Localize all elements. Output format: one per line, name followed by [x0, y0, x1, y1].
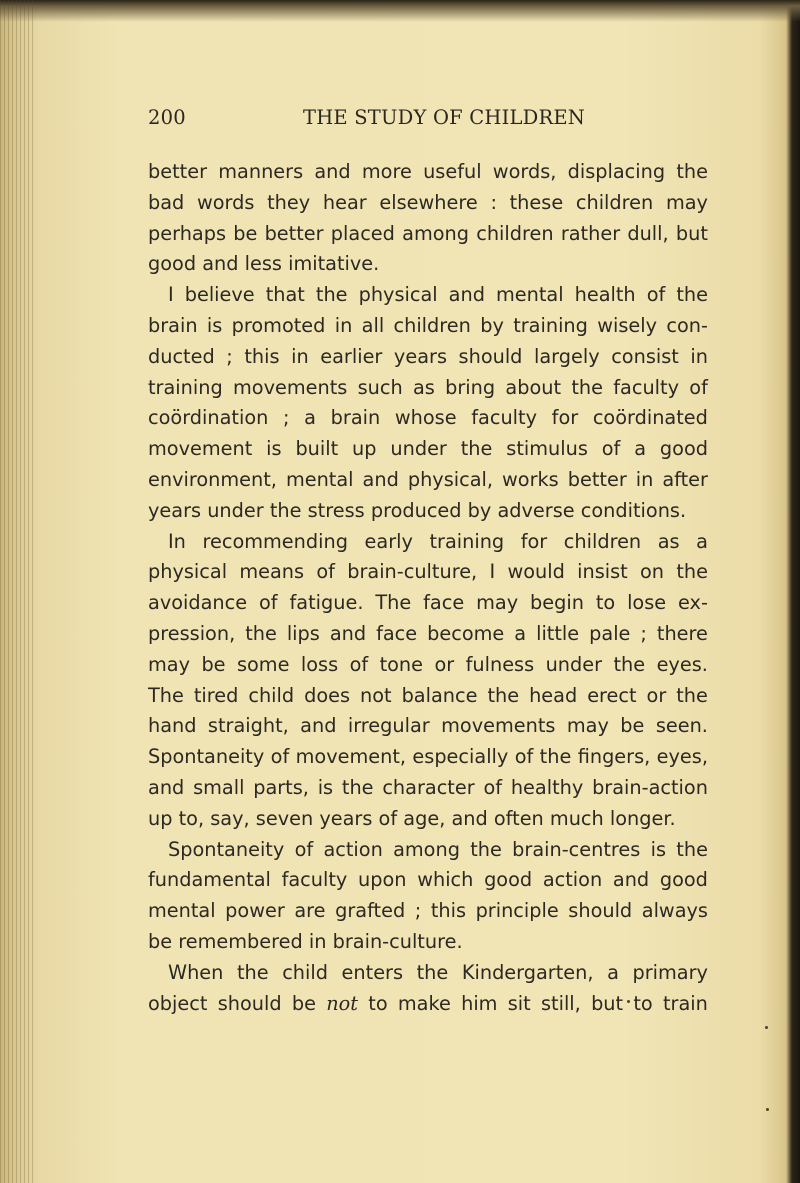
word: face — [376, 621, 418, 645]
word: wisely — [597, 313, 658, 337]
word: fatigue. — [289, 591, 364, 615]
word: of — [259, 591, 278, 615]
word: years — [319, 806, 373, 830]
word: faculty — [613, 375, 680, 399]
word: brain-action — [592, 775, 708, 799]
word: the — [676, 683, 708, 707]
word: the — [341, 775, 374, 799]
word: may — [566, 714, 609, 738]
word: as — [657, 529, 680, 553]
text-line — [148, 219, 708, 250]
text-line — [148, 557, 708, 588]
word: say, — [210, 806, 250, 830]
word: displacing — [567, 160, 666, 183]
word: still, — [540, 991, 581, 1015]
word: remembered — [178, 929, 303, 953]
word: promoted — [231, 313, 326, 337]
word: training — [429, 529, 505, 553]
word: hear — [322, 190, 367, 214]
word: produced — [370, 498, 462, 522]
word: object — [148, 991, 208, 1015]
word: tone — [379, 652, 424, 676]
word: of — [483, 775, 503, 799]
word: fingers, — [577, 745, 651, 769]
text-line — [148, 865, 708, 896]
word: healthy — [510, 775, 584, 799]
word: train — [662, 991, 708, 1015]
word: principle — [475, 899, 559, 923]
word: The — [148, 683, 184, 707]
word: become — [427, 621, 505, 645]
word: dull, — [627, 221, 669, 245]
word: children — [563, 529, 642, 553]
word: action — [323, 837, 383, 861]
word: stress — [307, 498, 365, 522]
word: the — [571, 375, 603, 399]
word: always — [641, 899, 708, 923]
word: balance — [401, 683, 478, 707]
word: brain — [330, 406, 381, 430]
word: physical — [358, 283, 438, 307]
word: child — [282, 960, 328, 984]
word: faculty — [471, 406, 537, 430]
body-text — [148, 157, 708, 1019]
text-line — [148, 465, 708, 496]
word: but — [591, 991, 624, 1015]
word: enters — [341, 960, 404, 984]
word: years — [393, 344, 447, 368]
word: training — [148, 375, 223, 399]
word: be — [201, 652, 226, 676]
text-line — [148, 527, 708, 558]
word: and — [300, 714, 337, 738]
word: Spontaneity — [148, 745, 265, 769]
word: words, — [492, 160, 557, 183]
text-line — [148, 896, 708, 927]
word: be — [148, 929, 173, 953]
word: all — [361, 313, 385, 337]
word: that — [265, 283, 305, 307]
word: placed — [330, 221, 395, 245]
word: I — [168, 283, 174, 307]
word: earlier — [320, 344, 383, 368]
word: him — [461, 991, 498, 1015]
word: be — [620, 714, 645, 738]
word: children — [575, 190, 654, 214]
word: may — [476, 591, 519, 615]
word: the — [676, 283, 708, 307]
word: such — [357, 375, 403, 399]
word: seen. — [655, 714, 708, 738]
word: the — [236, 960, 269, 984]
word: does — [304, 683, 351, 707]
word: better — [264, 221, 324, 245]
word: works — [502, 467, 559, 491]
text-line — [148, 342, 708, 373]
word: under — [207, 498, 264, 522]
word: the — [676, 560, 708, 584]
word: ; — [283, 406, 290, 430]
text-line — [148, 311, 708, 342]
word: good — [484, 868, 533, 892]
word: and — [314, 160, 351, 183]
word: of — [270, 745, 290, 769]
word: the — [416, 960, 449, 984]
word: character — [382, 775, 475, 799]
word: and — [362, 467, 399, 491]
word: movement, — [295, 745, 407, 769]
word: Kindergarten, — [461, 960, 594, 984]
word: for — [520, 529, 548, 553]
word: bring — [445, 375, 496, 399]
word: is — [206, 313, 223, 337]
word: of — [601, 437, 621, 461]
word: under — [390, 437, 447, 461]
word: not — [360, 683, 392, 707]
text-line — [148, 403, 708, 434]
word: up — [352, 437, 377, 461]
text-line — [148, 619, 708, 650]
word: brain-centres — [512, 837, 641, 861]
text-line — [148, 711, 708, 742]
word: grafted — [335, 899, 406, 923]
word: tired — [193, 683, 239, 707]
word: in — [334, 313, 353, 337]
word: should — [568, 899, 633, 923]
text-line — [148, 157, 708, 188]
word: adverse — [497, 498, 575, 522]
word: this — [430, 899, 466, 923]
word: on — [640, 560, 665, 584]
word: and — [329, 621, 367, 645]
word: may — [148, 652, 191, 676]
word: loss — [300, 652, 339, 676]
word: is — [317, 775, 334, 799]
word: faculty — [281, 868, 348, 892]
word: mental — [495, 283, 564, 307]
word: head — [529, 683, 578, 707]
running-title: THE STUDY OF CHILDREN — [303, 106, 586, 129]
text-line — [148, 804, 708, 835]
word: ducted — [148, 344, 215, 368]
speck-mark — [766, 1108, 769, 1111]
word: or — [434, 652, 455, 676]
word: brain — [148, 313, 198, 337]
word: good — [148, 252, 197, 276]
word: insist — [577, 560, 628, 584]
word: of — [294, 837, 314, 861]
word: is — [266, 437, 282, 461]
word: coördination — [148, 406, 269, 430]
word: years — [148, 498, 202, 522]
word: about — [505, 375, 562, 399]
word: ex- — [678, 591, 708, 615]
word: and — [612, 868, 650, 892]
text-line — [148, 496, 708, 527]
word: for — [551, 406, 579, 430]
word: would — [507, 560, 565, 584]
word: and — [148, 775, 185, 799]
word: In — [168, 529, 186, 553]
word: should — [217, 991, 282, 1015]
word: When — [168, 960, 224, 984]
word: a — [634, 437, 647, 461]
word: after — [662, 467, 708, 491]
word: upon — [358, 868, 407, 892]
word: but — [675, 221, 708, 245]
word: the — [613, 652, 646, 676]
word: to — [633, 991, 653, 1015]
word: seven — [255, 806, 314, 830]
word: useful — [423, 160, 482, 183]
word: pression, — [148, 621, 236, 645]
word: mental — [285, 467, 354, 491]
word: of — [349, 652, 369, 676]
word: there — [656, 621, 708, 645]
word: mental — [148, 899, 216, 923]
word: often — [493, 806, 544, 830]
word: better — [567, 467, 627, 491]
word: of — [514, 745, 534, 769]
page-stack-edges — [0, 0, 36, 1183]
text-line — [148, 373, 708, 404]
word: begin — [530, 591, 584, 615]
word: to — [368, 991, 388, 1015]
word: parts, — [253, 775, 309, 799]
word: the — [539, 745, 572, 769]
word: the — [269, 498, 302, 522]
text-line — [148, 681, 708, 712]
word: lose — [627, 591, 667, 615]
word: the — [315, 283, 348, 307]
word: imitative. — [288, 252, 380, 276]
word: a — [696, 529, 708, 553]
word: environment, — [148, 467, 277, 491]
word: primary — [632, 960, 708, 984]
word: of — [689, 375, 708, 399]
word: among — [402, 221, 469, 245]
text-line — [148, 434, 708, 465]
word: better — [148, 160, 208, 183]
word: in — [690, 344, 708, 368]
word: age, — [403, 806, 446, 830]
word: a — [607, 960, 619, 984]
word: children — [476, 221, 554, 245]
word: ; — [414, 899, 422, 923]
word: pale — [589, 621, 631, 645]
word: movements — [232, 375, 348, 399]
word: I — [489, 560, 496, 584]
word: and — [451, 806, 488, 830]
word: eyes. — [656, 652, 708, 676]
word: make — [397, 991, 451, 1015]
word: fundamental — [148, 868, 271, 892]
word: longer. — [609, 806, 676, 830]
word: conditions. — [580, 498, 687, 522]
word: words — [196, 190, 255, 214]
word: whose — [394, 406, 457, 430]
word: and — [202, 252, 239, 276]
word: recommending — [202, 529, 348, 553]
word: irregular — [347, 714, 430, 738]
text-line — [148, 249, 708, 280]
text-line — [148, 835, 708, 866]
word: in — [635, 467, 654, 491]
word: hand — [148, 714, 197, 738]
text-line — [148, 188, 708, 219]
text-line — [148, 588, 708, 619]
word: some — [236, 652, 290, 676]
word: more — [361, 160, 412, 183]
page-top-shadow — [0, 0, 800, 22]
word: is — [650, 837, 667, 861]
word: sit — [507, 991, 531, 1015]
word: the — [245, 621, 277, 645]
word: lips — [286, 621, 320, 645]
word: brain-culture, — [347, 560, 478, 584]
word: of — [646, 283, 666, 307]
word: brain-culture. — [332, 929, 463, 953]
word: these — [509, 190, 564, 214]
word: the — [470, 837, 502, 861]
word: little — [536, 621, 580, 645]
word: : — [490, 190, 497, 214]
word: children — [393, 313, 471, 337]
word: they — [267, 190, 311, 214]
word: eyes, — [656, 745, 708, 769]
word: straight, — [207, 714, 289, 738]
word: good — [659, 437, 708, 461]
word: small — [193, 775, 245, 799]
word: much — [549, 806, 604, 830]
word: believe — [184, 283, 255, 307]
word: stimulus — [506, 437, 588, 461]
word: perhaps — [148, 221, 227, 245]
word: ; — [640, 621, 647, 645]
speck-mark — [627, 1000, 630, 1003]
word: elsewhere — [379, 190, 478, 214]
word: movements — [441, 714, 556, 738]
word: up — [148, 806, 173, 830]
word: The — [375, 591, 412, 615]
word: the — [460, 437, 493, 461]
word: face — [423, 591, 465, 615]
word: the — [676, 160, 708, 183]
word: consist — [611, 344, 679, 368]
word: built — [295, 437, 339, 461]
word: a — [304, 406, 316, 430]
word: as — [412, 375, 435, 399]
word: con- — [666, 313, 708, 337]
word: under — [545, 652, 603, 676]
text-line — [148, 958, 708, 989]
word: the — [676, 837, 708, 861]
word: physical, — [407, 467, 494, 491]
word: action — [542, 868, 603, 892]
word: movement — [148, 437, 253, 461]
word: which — [417, 868, 474, 892]
word: be — [291, 991, 316, 1015]
word: to — [595, 591, 616, 615]
word: are — [294, 899, 326, 923]
word: to, — [178, 806, 205, 830]
text-line — [148, 650, 708, 681]
word: may — [665, 190, 708, 214]
word: by — [480, 313, 504, 337]
word: a — [514, 621, 527, 645]
text-line — [148, 927, 708, 958]
text-line — [148, 773, 708, 804]
word: less — [244, 252, 282, 276]
text-line — [148, 280, 708, 311]
speck-mark — [765, 1026, 768, 1029]
word: rather — [560, 221, 621, 245]
page-number: 200 — [148, 106, 186, 129]
word: physical — [148, 560, 228, 584]
word: good — [659, 868, 708, 892]
word: Spontaneity — [168, 837, 285, 861]
word: coördinated — [592, 406, 708, 430]
word: manners — [218, 160, 304, 183]
word: in — [308, 929, 327, 953]
word: of — [316, 560, 335, 584]
text-line — [148, 989, 708, 1020]
word: early — [364, 529, 413, 553]
text-line — [148, 742, 708, 773]
word: not — [326, 991, 358, 1015]
word: and — [448, 283, 485, 307]
word: avoidance — [148, 591, 248, 615]
word: health — [574, 283, 636, 307]
word: of — [378, 806, 398, 830]
word: especially — [412, 745, 509, 769]
word: or — [646, 683, 667, 707]
word: ; — [226, 344, 233, 368]
word: be — [233, 221, 258, 245]
word: means — [239, 560, 305, 584]
word: power — [225, 899, 285, 923]
word: fulness — [465, 652, 535, 676]
word: among — [393, 837, 460, 861]
word: erect — [587, 683, 637, 707]
word: child — [248, 683, 295, 707]
word: bad — [148, 190, 185, 214]
word: the — [487, 683, 520, 707]
word: should — [458, 344, 523, 368]
word: training — [513, 313, 588, 337]
word: in — [291, 344, 309, 368]
word: by — [467, 498, 492, 522]
word: largely — [534, 344, 600, 368]
word: this — [244, 344, 280, 368]
